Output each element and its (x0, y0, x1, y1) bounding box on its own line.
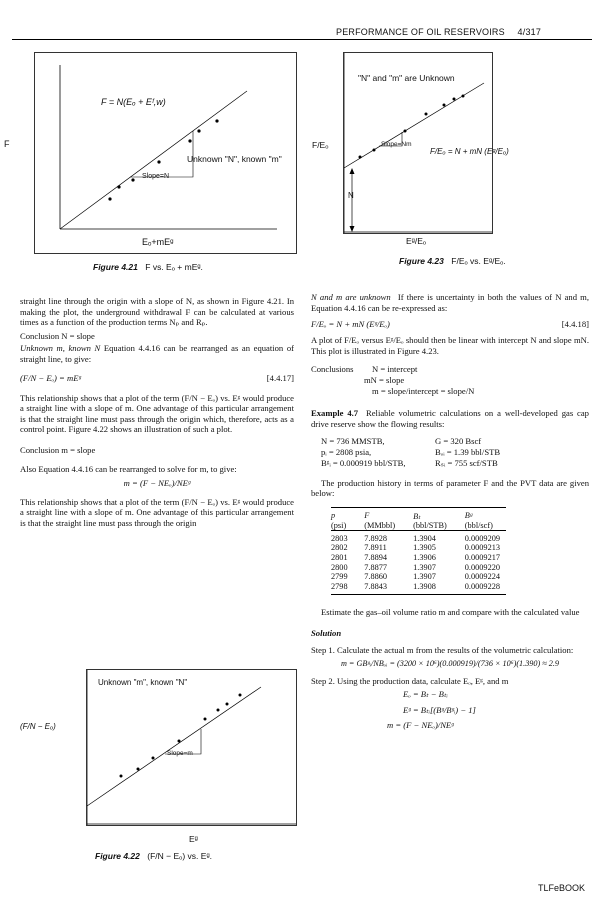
conclusion-1: Conclusion N = slope (20, 330, 95, 341)
cell: 1.3905 (413, 543, 436, 553)
equation-4-4-17 (20, 373, 294, 391)
given-bgi: Bᵍᵢ = 0.000919 bbl/STB, (321, 457, 406, 468)
given-g: G = 320 Bscf (435, 435, 482, 446)
fig421-caption-text: F vs. Eₒ + mEᵍ. (145, 262, 203, 272)
fig422-y-label: (F/N − Eₒ) (20, 722, 56, 731)
nm-unknown-heading: N and m are unknown (311, 292, 391, 302)
cell: 1.3904 (413, 533, 436, 543)
right-paragraph-1: If there is uncertainty in both the values of N and m, Equation 4.4.16 can be re-expressed as: (311, 292, 589, 313)
data-point (152, 757, 155, 760)
fig423-caption-num: Figure 4.23 (399, 256, 444, 266)
footer-watermark: TLFeBOOK (538, 883, 586, 893)
given-boi: Bₒᵢ = 1.39 bbl/STB (435, 446, 501, 457)
example-4-7 (311, 408, 589, 429)
unit-f: (MMbbl) (364, 520, 396, 530)
fig421-caption (93, 262, 203, 272)
fig423-intercept-label: N (348, 191, 354, 200)
figure-4-22 (86, 669, 297, 826)
col-p: p (331, 511, 336, 521)
cell: 2803 (331, 533, 348, 543)
unit-bt: (bbl/STB) (413, 520, 447, 530)
header-title: PERFORMANCE OF OIL RESERVOIRS (336, 27, 505, 37)
given-n: N = 736 MMSTB, (321, 435, 385, 446)
data-point (204, 718, 207, 721)
data-point (425, 113, 428, 116)
fig421-note: Unknown "N", known "m" (187, 154, 282, 164)
data-point (239, 694, 242, 697)
fig422-title: Unknown "m", known "N" (98, 678, 188, 687)
data-point (215, 119, 218, 122)
fig423-caption-text: F/Eₒ vs. Eᵍ/Eₒ. (451, 256, 506, 266)
left-paragraph-4: Also Equation 4.4.16 can be rearranged to solve for m, to give: (20, 463, 237, 474)
fig422-caption-text: (F/N − Eₒ) vs. Eᵍ. (147, 851, 213, 861)
data-point (443, 104, 446, 107)
table-row (331, 563, 506, 573)
data-point (178, 740, 181, 743)
data-point (217, 709, 220, 712)
fig422-caption-num: Figure 4.22 (95, 851, 140, 861)
conclusion-m: m = slope/intercept = slope/N (372, 386, 475, 397)
left-column (20, 296, 294, 529)
figure-4-23 (343, 52, 509, 234)
equation-4-4-18 (311, 319, 589, 335)
unit-p: (psi) (331, 520, 347, 530)
right-column (311, 292, 589, 731)
given-pi: pᵢ = 2808 psia, (321, 446, 372, 457)
running-header (336, 27, 541, 37)
equation-4-4-17-number: [4.4.17] (266, 372, 294, 383)
data-point (359, 156, 362, 159)
col-f: F (364, 511, 370, 521)
cell: 2801 (331, 552, 348, 562)
cell: 2802 (331, 543, 348, 553)
cell: 7.8877 (364, 562, 388, 572)
arrow-head-down (350, 226, 355, 232)
equation-eg: Eᵍ = Bₜᵢ[(Bᵍ/Bᵍᵢ) − 1] (403, 704, 476, 715)
table-row (331, 530, 506, 543)
data-point (108, 197, 111, 200)
solution-heading: Solution (311, 627, 342, 638)
equation-4-4-18-number: [4.4.18] (561, 319, 589, 330)
cell: 7.8894 (364, 552, 388, 562)
figure-4-22-plot (87, 670, 296, 825)
page-number: 4/317 (517, 27, 542, 37)
data-point (197, 129, 200, 132)
cell: 0.0009209 (464, 533, 501, 543)
cell: 7.8928 (364, 533, 388, 543)
left-paragraph-5: This relationship shows that a plot of the term (F/N − Eₒ) vs. Eᵍ would produce a straight line with a slope of m. One advantage of this particular arrangement is that the straight line must pass through the origin (20, 496, 294, 528)
fig421-y-label: F (4, 139, 10, 149)
data-point (131, 178, 134, 181)
table-row (331, 582, 506, 595)
fit-line (87, 687, 261, 806)
right-paragraph-3: The production history in terms of parameter F and the PVT data are given below: (311, 477, 589, 499)
step-2: Step 2. Using the production data, calculate Eₒ, Eᵍ, and m (311, 675, 509, 686)
col-bg: Bᵍ (464, 511, 473, 521)
arrow-head-up (350, 168, 355, 174)
figure-4-21 (34, 52, 297, 254)
equation-m: m = (F − NEₒ)/NEᵍ (123, 478, 191, 489)
cell: 0.0009228 (464, 581, 501, 591)
cell: 2799 (331, 572, 348, 582)
step-1-equation: m = GBᵍᵢ/NBₒᵢ = (3200 × 10⁶)(0.000919)/(736 × 10⁶)(1.390) ≈ 2.9 (340, 659, 560, 669)
cell: 1.3908 (413, 581, 436, 591)
pvt-table-wrap (331, 507, 589, 596)
fig421-caption-num: Figure 4.21 (93, 262, 138, 272)
given-rsi: Rₛᵢ = 755 scf/STB (435, 457, 498, 468)
cell: 0.0009213 (464, 543, 501, 553)
data-point (404, 130, 407, 133)
fig421-equation: F = N(Eₒ + Eᶠ,w) (101, 97, 166, 107)
fig423-equation: F/Eₒ = N + mN (Eᵍ/Eₒ) (430, 147, 509, 156)
data-point (453, 98, 456, 101)
cell: 7.8843 (364, 581, 388, 591)
pvt-table (331, 507, 506, 596)
right-paragraph-2: A plot of F/Eₒ versus Eᵍ/Eₒ should then be linear with intercept N and slope mN. This plot is illustrated in Figure 4.23. (311, 335, 589, 356)
fig423-caption (399, 256, 506, 266)
cell: 7.8911 (364, 543, 387, 553)
cell: 0.0009224 (464, 572, 501, 582)
cell: 2798 (331, 581, 348, 591)
conclusion-intercept: N = intercept (372, 364, 418, 375)
fig423-title: "N" and "m" are Unknown (358, 73, 455, 83)
cell: 0.0009217 (464, 552, 501, 562)
table-header-row (331, 507, 506, 521)
cell: 7.8860 (364, 572, 388, 582)
fig421-slope-label: Slope=N (142, 173, 170, 180)
equation-4-4-17-body: (F/N − Eₒ) = mEᵍ (20, 372, 81, 383)
data-point (157, 160, 160, 163)
data-point (188, 139, 191, 142)
right-paragraph-4: Estimate the gas–oil volume ratio m and compare with the calculated value (321, 607, 580, 618)
col-bt: Bₜ (413, 511, 421, 521)
equation-eo: Eₒ = Bₜ − Bₜᵢ (403, 689, 448, 700)
conclusion-2: Conclusion m = slope (20, 444, 96, 455)
left-paragraph-3: This relationship shows that a plot of the term (F/N − Eₒ) vs. Eᵍ would produce a straight line with a slope of m. One advantage of this particular arrangement is that the straight line must pass through the origin which, therefore, acts as a control point. Figure 4.22 shows an illustration of such a plot. (20, 392, 294, 435)
data-point (226, 703, 229, 706)
data-point (373, 149, 376, 152)
conclusions-label: Conclusions (311, 364, 354, 375)
data-points (120, 694, 242, 778)
left-paragraph-1: straight line through the origin with a slope of N, as shown in Figure 4.21. In making the plot, the underground withdrawal F can be calculated at various times as a function of the production terms Nₚ and Rₚ. (20, 296, 294, 328)
fig423-slope-label: Slope=Nm (381, 141, 412, 148)
data-point (462, 95, 465, 98)
cell: 1.3906 (413, 552, 436, 562)
fig422-slope-label: Slope=m (167, 750, 193, 757)
conclusion-slope: mN = slope (364, 375, 405, 386)
figure-4-21-plot (35, 53, 296, 253)
fig421-x-label: Eₒ+mEᵍ (142, 237, 174, 247)
given-values (321, 436, 589, 470)
fig422-caption (95, 851, 212, 861)
cell: 1.3907 (413, 562, 436, 572)
fig422-x-label: Eᵍ (189, 834, 198, 844)
equation-m-2: m = (F − NEₒ)/NEᵍ (387, 720, 454, 731)
example-title: Example 4.7 (311, 408, 359, 419)
conclusions-block (311, 364, 589, 398)
table-row (331, 572, 506, 582)
data-point (117, 185, 120, 188)
fig423-y-label: F/Eₒ (312, 140, 329, 150)
unit-bg: (bbl/scf) (464, 520, 493, 530)
table-unit-row (331, 521, 506, 531)
equation-4-4-18-body: F/Eₒ = N + mN (Eᵍ/Eₒ) (311, 319, 390, 330)
unknown-m-block (20, 343, 294, 364)
table-row (331, 543, 506, 553)
cell: 0.0009220 (464, 562, 501, 572)
unknown-m-heading: Unknown m, known N (20, 343, 101, 354)
nm-unknown-block (311, 292, 589, 313)
example-text: Reliable volumetric calculations on a well-developed gas cap drive reserve show the flowing results: (311, 408, 589, 429)
data-point (137, 768, 140, 771)
cell: 1.3907 (413, 572, 436, 582)
left-paragraph-2: Equation 4.4.16 can be rearranged as an equation of straight line, to give: (20, 343, 294, 364)
table-row (331, 553, 506, 563)
step-1: Step 1. Calculate the actual m from the results of the volumetric calculation: (311, 644, 574, 655)
cell: 2800 (331, 562, 348, 572)
fig423-x-label: Eᵍ/Eₒ (406, 236, 427, 246)
header-rule (12, 39, 592, 40)
data-point (120, 775, 123, 778)
